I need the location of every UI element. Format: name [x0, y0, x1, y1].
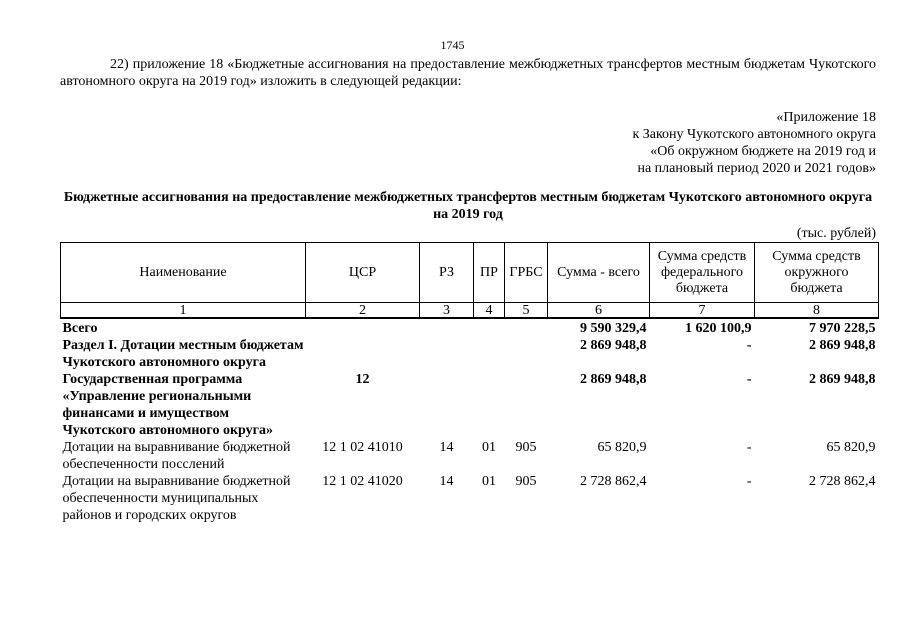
column-header: Сумма - всего	[548, 243, 650, 303]
column-header: Сумма средств окружного бюджета	[755, 243, 879, 303]
cell-rz	[420, 318, 474, 337]
column-number: 7	[650, 303, 755, 319]
cell-federal: -	[746, 440, 752, 455]
appendix-reference	[632, 109, 876, 177]
cell-pr	[474, 337, 505, 371]
cell-pr	[474, 318, 505, 337]
cell-rz	[420, 337, 474, 371]
document-title: Бюджетные ассигнования на предоставление межбюджетных трансфертов местным бюджетам Чукотского автономного округа на 2019 год	[63, 190, 873, 222]
column-header: ПР	[474, 243, 505, 303]
cell-district: 2 728 862,4	[809, 474, 876, 489]
page-number: 1745	[440, 38, 465, 52]
cell-name: Раздел I. Дотации местным бюджетам Чукотского автономного округа	[62, 338, 304, 370]
cell-total: 2 869 948,8	[580, 372, 647, 387]
appendix-line: «Приложение 18	[776, 110, 876, 125]
column-number: 6	[548, 303, 650, 319]
cell-grbs: 905	[515, 440, 537, 455]
cell-total: 65 820,9	[597, 440, 647, 455]
cell-federal: -	[746, 338, 752, 353]
cell-district: 2 869 948,8	[809, 372, 876, 387]
cell-grbs: 905	[515, 474, 537, 489]
appropriations-table	[60, 242, 879, 524]
column-number: 1	[61, 303, 306, 319]
cell-rz	[420, 371, 474, 439]
cell-federal: -	[746, 372, 752, 387]
cell-grbs	[505, 337, 548, 371]
column-number-row	[61, 303, 879, 319]
cell-district: 7 970 228,5	[809, 321, 876, 336]
column-number: 3	[420, 303, 474, 319]
cell-csr: 12	[355, 372, 370, 387]
intro-text: 22) приложение 18 «Бюджетные ассигнования на предоставление межбюджетных трансфертов местным бюджетам Чукотского автономного округа на 2019 год» изложить в следующей редакции:	[60, 57, 876, 89]
intro-paragraph	[60, 56, 876, 90]
cell-csr: 12 1 02 41020	[322, 474, 403, 489]
cell-pr	[474, 371, 505, 439]
column-number: 2	[306, 303, 420, 319]
appendix-line: «Об окружном бюджете на 2019 год и	[650, 144, 876, 159]
table-row	[61, 473, 879, 524]
cell-rz: 14	[439, 440, 454, 455]
appendix-line: к Закону Чукотского автономного округа	[632, 127, 876, 142]
table-header-row	[61, 243, 879, 303]
table-row	[61, 439, 879, 473]
column-header: ГРБС	[505, 243, 548, 303]
column-header: Наименование	[61, 243, 306, 303]
cell-csr	[306, 337, 420, 371]
cell-name: Дотации на выравнивание бюджетной обеспеченности муниципальных районов и городских округов	[62, 474, 291, 523]
cell-federal: -	[746, 474, 752, 489]
cell-csr	[306, 318, 420, 337]
cell-rz: 14	[439, 474, 454, 489]
cell-total: 2 728 862,4	[580, 474, 647, 489]
table-row	[61, 318, 879, 337]
cell-pr: 01	[482, 440, 496, 455]
cell-name: Всего	[62, 321, 98, 336]
cell-district: 65 820,9	[826, 440, 876, 455]
column-header: Сумма средств федерального бюджета	[650, 243, 755, 303]
table-row	[61, 371, 879, 439]
cell-name: Дотации на выравнивание бюджетной обеспеченности посслений	[62, 440, 291, 472]
cell-district: 2 869 948,8	[809, 338, 876, 353]
column-number: 5	[505, 303, 548, 319]
cell-total: 2 869 948,8	[580, 338, 647, 353]
table-row	[61, 337, 879, 371]
table-body	[61, 318, 879, 524]
cell-name: Государственная программа «Управление региональными финансами и имуществом Чукотского автономного округа»	[62, 372, 273, 438]
units-label: (тыс. рублей)	[796, 226, 876, 241]
cell-grbs	[505, 318, 548, 337]
column-header: РЗ	[420, 243, 474, 303]
appendix-line: на плановый период 2020 и 2021 годов»	[637, 161, 876, 176]
cell-csr: 12 1 02 41010	[322, 440, 403, 455]
cell-grbs	[505, 371, 548, 439]
column-header: ЦСР	[306, 243, 420, 303]
column-number: 8	[755, 303, 879, 319]
cell-federal: 1 620 100,9	[685, 321, 752, 336]
cell-pr: 01	[482, 474, 496, 489]
cell-total: 9 590 329,4	[580, 321, 647, 336]
column-number: 4	[474, 303, 505, 319]
